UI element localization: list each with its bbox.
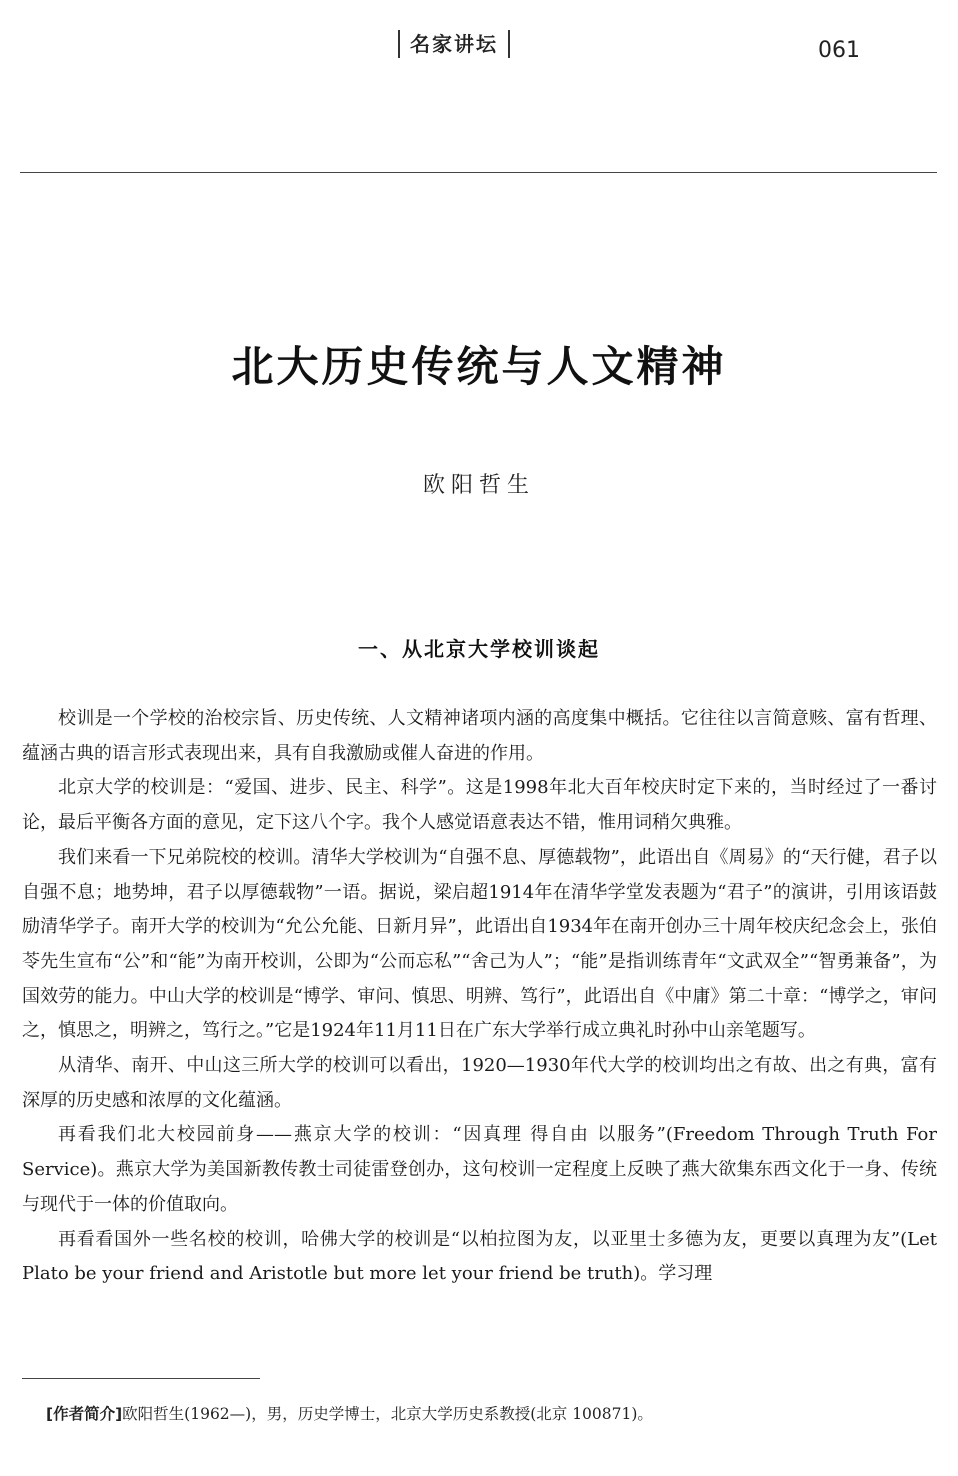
- paragraph: 从清华、南开、中山这三所大学的校训可以看出，1920—1930年代大学的校训均出之有故、出之有典，富有深厚的历史感和浓厚的文化蕴涵。: [22, 1055, 937, 1111]
- author-footnote: [46, 1402, 936, 1424]
- paragraph: 我们来看一下兄弟院校的校训。清华大学校训为“自强不息、厚德载物”，此语出自《周易》的“天行健，君子以自强不息；地势坤，君子以厚德载物”一语。据说，梁启超1914年在清华学堂发表题为“君子”的演讲，引用该语鼓励清华学子。南开大学的校训为“允公允能、日新月异”，此语出自1934年在南开创办三十周年校庆纪念会上，张伯苓先生宣布“公”和“能”为南开校训，公即为“公而忘私”“舍己为人”；“能”是指训练青年“文武双全”“智勇兼备”，为国效劳的能力。中山大学的校训是“博学、审问、慎思、明辨、笃行”，此语出自《中庸》第二十章：“博学之，审问之，慎思之，明辨之，笃行之。”它是1924年11月11日在广东大学举行成立典礼时孙中山亲笔题写。: [22, 846, 937, 1042]
- article-author: 欧阳哲生: [422, 473, 535, 498]
- article-body: [22, 702, 937, 1292]
- paragraph: 校训是一个学校的治校宗旨、历史传统、人文精神诸项内涵的高度集中概括。它往往以言简意赅、富有哲理、蕴涵古典的语言形式表现出来，具有自我激励或催人奋进的作用。: [22, 708, 937, 764]
- page-number: 061: [818, 38, 860, 63]
- section-heading: 一、从北京大学校训谈起: [358, 637, 600, 661]
- footnote-text: 欧阳哲生(1962—)，男，历史学博士，北京大学历史系教授(北京 100871)。: [122, 1405, 653, 1423]
- footnote-label: [作者简介]: [46, 1405, 123, 1423]
- column-label: 名家讲坛: [398, 30, 510, 58]
- paragraph: 再看看国外一些名校的校训，哈佛大学的校训是“以柏拉图为友，以亚里士多德为友，更要以真理为友”(Let Plato be your friend and Aristotle but more let your friend be truth)。学习理: [22, 1228, 937, 1285]
- footnote-rule: [22, 1378, 260, 1379]
- header-rule: [20, 172, 937, 173]
- paragraph: 北京大学的校训是：“爱国、进步、民主、科学”。这是1998年北大百年校庆时定下来的，当时经过了一番讨论，最后平衡各方面的意见，定下这八个字。我个人感觉语意表达不错，惟用词稍欠典雅。: [22, 777, 937, 834]
- paragraph: 再看我们北大校园前身——燕京大学的校训：“因真理 得自由 以服务”(Freedom Through Truth For Service)。燕京大学为美国新教传教士司徒雷登创办，这句校训一定程度上反映了燕大欲集东西文化于一身、传统与现代于一体的价值取向。: [22, 1124, 937, 1215]
- article-title: 北大历史传统与人文精神: [231, 342, 727, 391]
